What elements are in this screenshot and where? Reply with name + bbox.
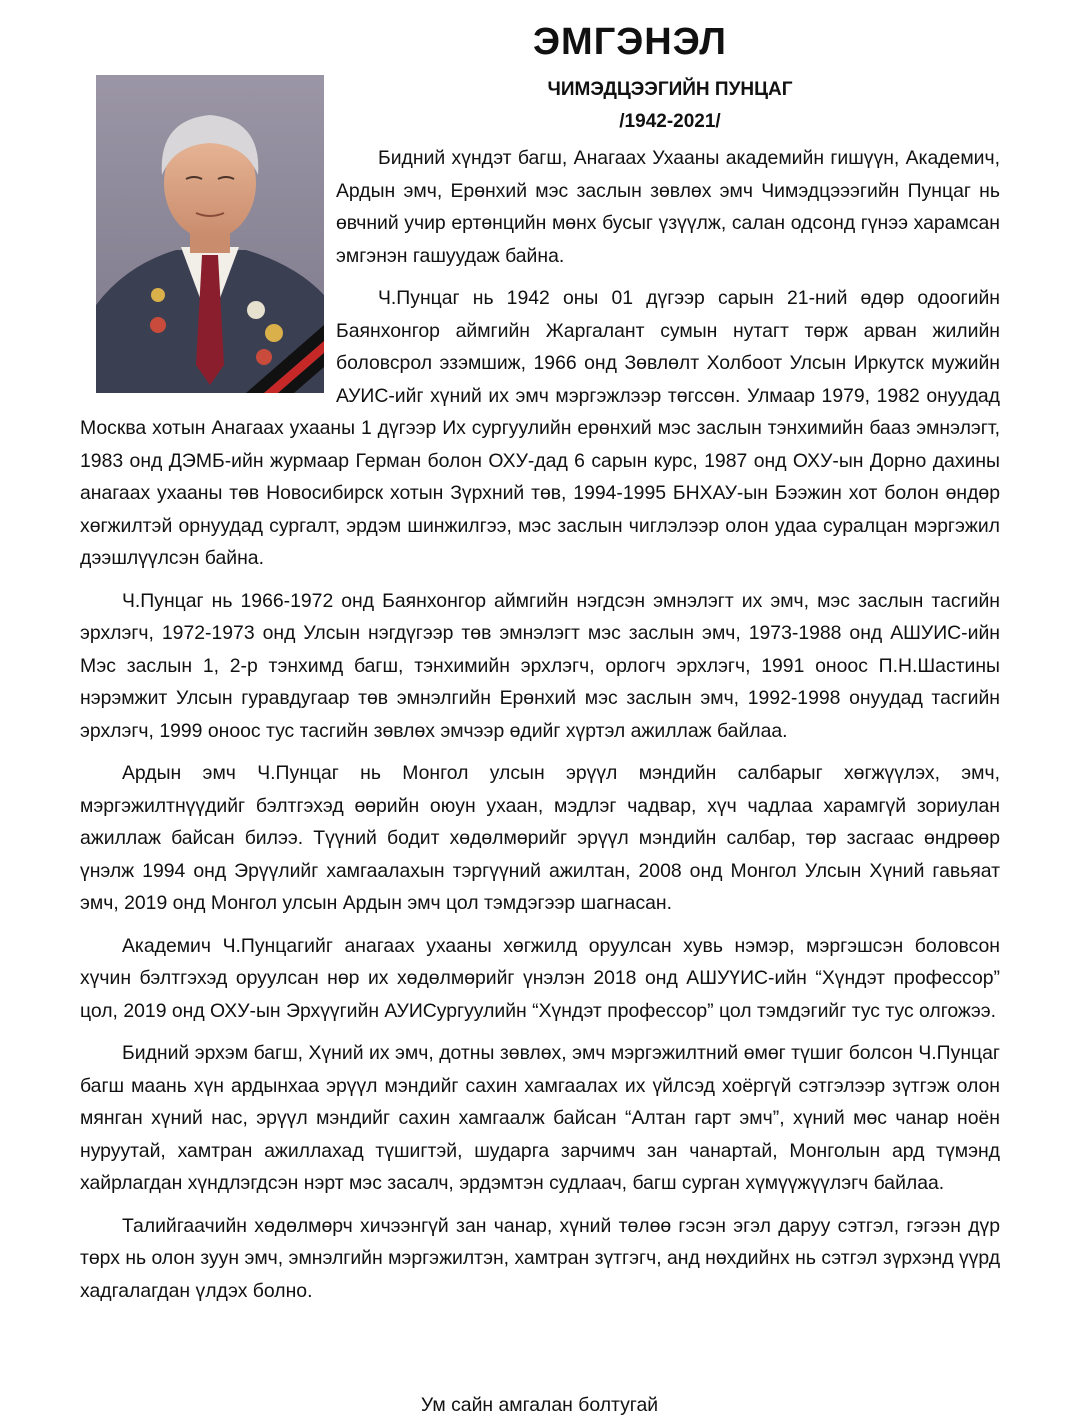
life-years: /1942-2021/ [619, 111, 721, 132]
paragraph: Бидний хүндэт багш, Анагаах Ухааны академийн гишүүн, Академич, Ардын эмч, Ерөнхий мэс заслын зөвлөх эмч Чимэдцэээгийн Пунцаг нь өвчний учир ертөнцийн мөнх бусыг үзүүлж, салан одсонд гүнээ харамсан эмгэнэн гашуудаж байна. [336, 147, 1000, 267]
paragraph: Бидний эрхэм багш, Хүний их эмч, дотны зөвлөх, эмч мэргэжилтний өмөг түшиг болсон Ч.Пунцаг багш маань хүн ардынхаа эрүүл мэндийг сахин хамгаалах их үйлсэд хоёргүй сэтгэлээр зүтгэж олон мянган хүний нас, эрүүл мэндийг сахин хамгаалж байсан “Алтан гарт эмч”, хүний мөс чанар ноён нуруутай, хамтран ажиллахад түшигтэй, шударга зарчимч зан чанартай, Монголын ард түмэнд хайрлагдан хүндлэгдсэн нэрт мэс засалч, эрдэмтэн судлаач, багш сурган хүмүүжүүлэгч байлаа. [80, 1042, 1000, 1194]
obituary-body [80, 142, 1000, 1317]
paragraph: Ч.Пунцаг нь 1942 оны 01 дүгээр сарын 21-ний өдөр одоогийн Баянхонгор аймгийн Жаргалант сумын нутагт төрж арван жилийн боловсрол эзэмшиж, 1966 онд Зөвлөлт Холбоот Улсын Иркутск мужийн АУИС-ийг хүний их эмч мэргэжлээр төгссөн. Улмаар 1979, 1982 онуудад Москва хотын Анагаах ухааны 1 дүгээр Их сургуулийн ерөнхий мэс заслын тэнхимийн бааз эмнэлэгт, 1983 онд ДЭМБ-ийн журмаар Герман болон ОХУ-дад 6 сарын курс, 1987 онд ОХУ-ын Дорно дахины анагаах ухааны төв Новосибирск хотын Зүрхний төв, 1994-1995 БНХАУ-ын Бээжин хот болон өндөр хөгжилтэй орнуудад сургалт, эрдэм шинжилгээ, мэс заслын чиглэлээр олон удаа суралцан мэргэжил дээшлүүлсэн байна. [80, 287, 1000, 569]
photo-wrap-spacer [80, 142, 336, 390]
closing-line: Ум сайн амгалан болтугай [420, 1394, 659, 1416]
paragraph: Ардын эмч Ч.Пунцаг нь Монгол улсын эрүүл мэндийн салбарыг хөгжүүлэх, эмч, мэргэжилтнүүдийг бэлтгэхэд өөрийн оюун ухаан, мэдлэг чадвар, хүч чадлаа харамгүй зориулан ажиллаж байсан билээ. Түүний бодит хөдөлмөрийг эрүүл мэндийн салбар, төр засгаас өндрөөр үнэлж 1994 онд Эрүүлийг хамгаалахын тэргүүний ажилтан, 2008 онд Монгол Улсын Хүний гавьяат эмч, 2019 онд Монгол улсын Ардын эмч цол тэмдэгээр шагнасан. [80, 762, 1000, 914]
deceased-name: ЧИМЭДЦЭЭГИЙН ПУНЦАГ [547, 79, 793, 100]
page-title: ЭМГЭНЭЛ [533, 21, 727, 63]
paragraph: Талийгаачийн хөдөлмөрч хичээнгүй зан чанар, хүний төлөө гэсэн эгэл даруу сэтгэл, гэгээн дүр төрх нь олон зуун эмч, эмнэлгийн мэргэжилтэн, хамтран зүтгэгч, анд нөхдийнх нь сэтгэл зүрхэнд үүрд хадгалагдан үлдэх болно. [80, 1214, 1001, 1302]
paragraph: Ч.Пунцаг нь 1966-1972 онд Баянхонгор аймгийн нэгдсэн эмнэлэгт их эмч, мэс заслын тасгийн эрхлэгч, 1972-1973 онд Улсын нэгдүгээр төв эмнэлэгт мэс заслын эмч, 1973-1988 онд АШУИС-ийн Мэс заслын 1, 2-р тэнхимд багш, тэнхимийн эрхлэгч, орлогч эрхлэгч, 1991 оноос П.Н.Шастины нэрэмжит Улсын гуравдугаар төв эмнэлгийн Ерөнхий мэс заслын эмч, 1992-1998 онуудад тасгийн эрхлэгч, 1999 оноос тус тасгийн зөвлөх эмчээр өдийг хүртэл ажиллаж байлаа. [80, 589, 1000, 742]
paragraph: Академич Ч.Пунцагийг анагаах ухааны хөгжилд оруулсан хувь нэмэр, мэргэшсэн боловсон хүчин бэлтгэхэд оруулсан нөр их хөдөлмөрийг үнэлэн 2018 онд АШУҮИС-ийн “Хүндэт профессор” цол, 2019 онд ОХУ-ын Эрхүүгийн АУИСургуулийн “Хүндэт профессор” цол тэмдэгийг тус тус олгожээ. [80, 934, 1000, 1022]
